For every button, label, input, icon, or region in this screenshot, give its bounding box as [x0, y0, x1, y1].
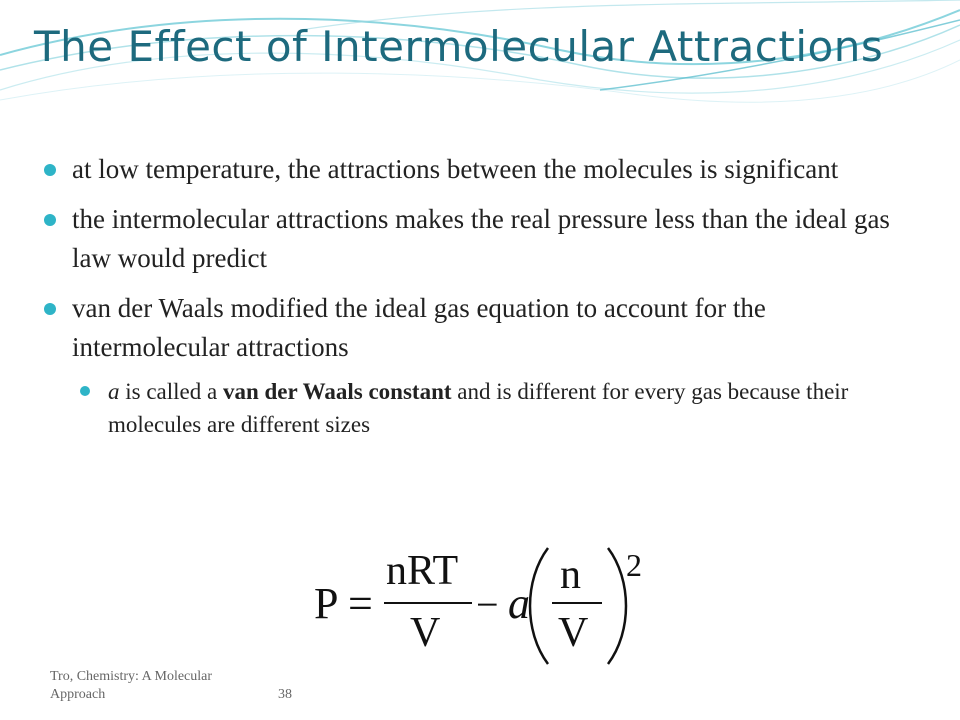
eq-numerator: nRT — [386, 548, 459, 594]
slide-title: The Effect of Intermolecular Attractions — [34, 22, 884, 71]
eq-denominator: V — [410, 610, 441, 656]
sub-bullet-dot-icon — [80, 386, 90, 396]
eq-inner-numerator: n — [560, 552, 581, 598]
sub-bullet-text-post: and is different for every gas because their molecules are different sizes — [108, 379, 849, 437]
bullet-item — [44, 200, 924, 278]
van-der-waals-equation — [310, 540, 650, 670]
bullet-dot-icon — [44, 164, 56, 176]
bullet-dot-icon — [44, 303, 56, 315]
eq-inner-denominator: V — [558, 610, 589, 656]
bullet-item — [44, 150, 924, 189]
eq-constant-a: a — [508, 579, 530, 628]
eq-lhs-p: P — [314, 579, 339, 628]
bullet-text: van der Waals modified the ideal gas equation to account for the intermolecular attractions — [72, 293, 766, 362]
sub-bullet-list — [80, 375, 924, 441]
eq-minus: − — [476, 582, 499, 627]
bullet-list — [44, 150, 924, 452]
eq-right-paren — [608, 548, 626, 664]
constant-a-text: a — [108, 379, 120, 404]
eq-left-paren — [530, 548, 548, 664]
eq-exponent: 2 — [626, 547, 642, 583]
page-number: 38 — [278, 687, 292, 702]
van-der-waals-constant-term: van der Waals constant — [222, 379, 452, 404]
eq-equals: = — [348, 579, 373, 628]
sub-bullet-text-pre: is called a — [119, 379, 223, 404]
bullet-dot-icon — [44, 214, 56, 226]
bullet-text: at low temperature, the attractions between the molecules is significant — [72, 154, 839, 184]
bullet-text: the intermolecular attractions makes the real pressure less than the ideal gas law would predict — [72, 204, 890, 273]
bullet-item — [44, 289, 924, 441]
footer-source: Tro, Chemistry: A Molecular Approach — [50, 669, 213, 702]
sub-bullet-item — [80, 375, 924, 441]
